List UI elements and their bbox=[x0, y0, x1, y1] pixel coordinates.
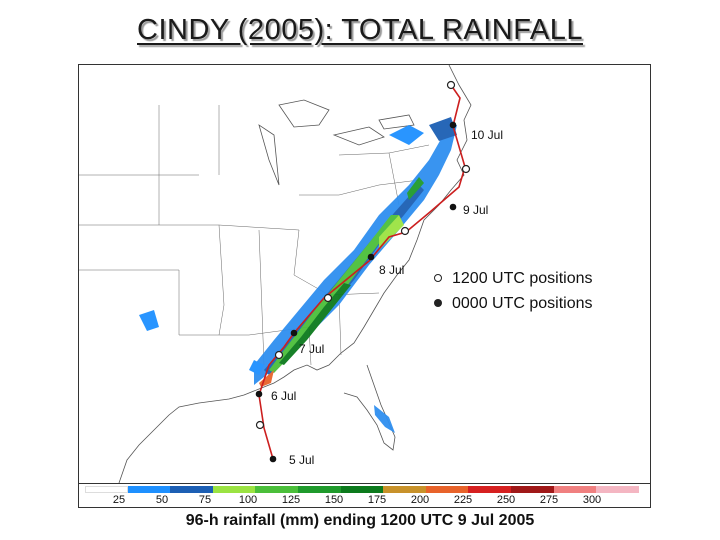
colorbar-swatches bbox=[85, 486, 639, 493]
colorbar-label: 50 bbox=[155, 494, 169, 506]
colorbar-swatch bbox=[213, 486, 256, 493]
page-title: CINDY (2005): TOTAL RAINFALL bbox=[137, 14, 583, 46]
track-label-6-jul: 6 Jul bbox=[271, 389, 297, 403]
colorbar-label: 75 bbox=[198, 494, 212, 506]
colorbar-swatch bbox=[298, 486, 341, 493]
colorbar-label: 225 bbox=[453, 494, 473, 506]
colorbar-labels bbox=[79, 494, 650, 508]
colorbar-label: 275 bbox=[539, 494, 559, 506]
colorbar-label: 200 bbox=[410, 494, 430, 506]
legend-1200utc-label: 1200 UTC positions bbox=[452, 270, 593, 287]
colorbar-label: 250 bbox=[496, 494, 516, 506]
colorbar-swatch bbox=[554, 486, 597, 493]
colorbar-swatch bbox=[170, 486, 213, 493]
colorbar-label: 25 bbox=[112, 494, 126, 506]
florida-outline bbox=[344, 365, 395, 450]
colorbar-swatch bbox=[255, 486, 298, 493]
legend-1200utc bbox=[434, 270, 593, 288]
colorbar-label: 125 bbox=[281, 494, 301, 506]
track-label-5-jul: 5 Jul bbox=[289, 453, 315, 467]
colorbar-swatch bbox=[596, 486, 639, 493]
track-label-10-jul: 10 Jul bbox=[471, 128, 504, 142]
track-label-9-jul: 9 Jul bbox=[463, 203, 489, 217]
colorbar-swatch bbox=[468, 486, 511, 493]
colorbar-swatch bbox=[128, 486, 171, 493]
colorbar-swatch bbox=[383, 486, 426, 493]
track-label-7-jul: 7 Jul bbox=[299, 342, 325, 356]
rainfall-swath bbox=[139, 117, 457, 433]
colorbar-swatch bbox=[511, 486, 554, 493]
colorbar-label: 175 bbox=[367, 494, 387, 506]
legend-0000utc-label: 0000 UTC positions bbox=[452, 295, 593, 312]
colorbar-swatch bbox=[85, 486, 128, 493]
filled-circle-icon bbox=[434, 299, 442, 307]
colorbar-swatch bbox=[426, 486, 469, 493]
colorbar-swatch bbox=[341, 486, 384, 493]
colorbar-label: 150 bbox=[324, 494, 344, 506]
colorbar bbox=[79, 483, 650, 508]
legend-0000utc bbox=[434, 295, 593, 313]
coastline bbox=[119, 65, 471, 483]
track-label-8-jul: 8 Jul bbox=[379, 263, 405, 277]
open-circle-icon bbox=[434, 274, 442, 282]
colorbar-label: 300 bbox=[582, 494, 602, 506]
map-caption: 96-h rainfall (mm) ending 1200 UTC 9 Jul 2005 bbox=[185, 512, 535, 529]
great-lakes bbox=[259, 100, 414, 185]
colorbar-label: 100 bbox=[238, 494, 258, 506]
